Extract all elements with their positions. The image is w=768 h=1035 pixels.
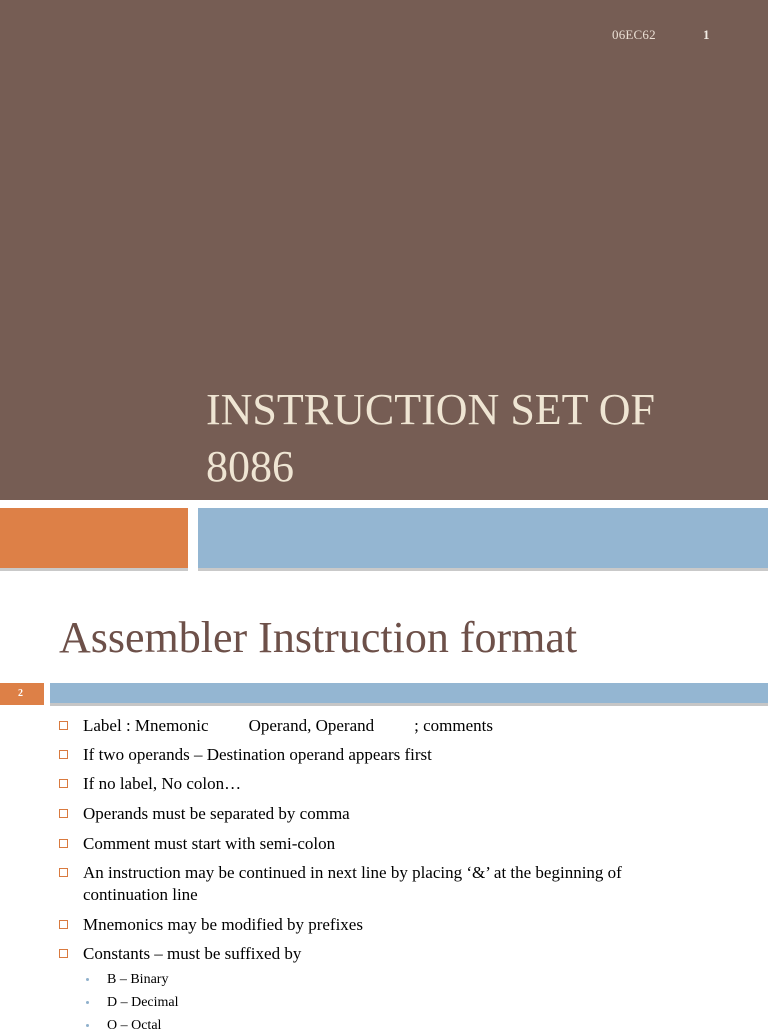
title-line-2: 8086 <box>206 442 294 491</box>
dot-bullet-icon <box>86 1001 89 1004</box>
square-bullet-icon <box>59 949 68 958</box>
accent-bar-shadow <box>0 568 188 571</box>
bullet-text-line-2: continuation line <box>83 885 198 904</box>
accent-bar-shadow <box>198 568 768 571</box>
square-bullet-icon <box>59 750 68 759</box>
operands: Operand, Operand <box>248 716 375 735</box>
slide-title <box>206 381 746 495</box>
course-code: 06EC62 <box>612 27 656 42</box>
bullet-text-line-1: An instruction may be continued in next line by placing ‘&’ at the beginning of <box>83 863 622 882</box>
page-number: 2 <box>0 683 44 705</box>
sub-bullet-text: O – Octal <box>107 1018 162 1033</box>
accent-bar-orange <box>0 508 188 568</box>
bullet-text: Comment must start with semi-colon <box>83 834 336 853</box>
page-number: 1 <box>703 27 710 42</box>
bullet-text <box>83 862 703 906</box>
comments: ; comments <box>414 716 493 735</box>
dot-bullet-icon <box>86 1024 89 1027</box>
bullet-text: If no label, No colon… <box>83 774 242 793</box>
bullet-text <box>83 715 703 737</box>
bullet-text: Mnemonics may be modified by prefixes <box>83 915 363 934</box>
sub-bullet-text: D – Decimal <box>107 995 179 1010</box>
title-line-1: INSTRUCTION SET OF <box>206 385 656 434</box>
slide-2 <box>0 572 768 1033</box>
accent-bar-blue <box>50 683 768 703</box>
sub-bullet-text: B – Binary <box>107 972 169 987</box>
square-bullet-icon <box>59 920 68 929</box>
square-bullet-icon <box>59 779 68 788</box>
label-mnemonic: Label : Mnemonic <box>83 716 209 735</box>
square-bullet-icon <box>59 839 68 848</box>
bullet-text: If two operands – Destination operand appears first <box>83 745 432 764</box>
dot-bullet-icon <box>86 978 89 981</box>
slide-title: Assembler Instruction format <box>59 613 578 662</box>
bullet-text: Constants – must be suffixed by <box>83 944 302 963</box>
bullet-text: Operands must be separated by comma <box>83 804 350 823</box>
square-bullet-icon <box>59 809 68 818</box>
square-bullet-icon <box>59 721 68 730</box>
square-bullet-icon <box>59 868 68 877</box>
accent-bar-shadow <box>50 703 768 706</box>
accent-bar-blue <box>198 508 768 568</box>
